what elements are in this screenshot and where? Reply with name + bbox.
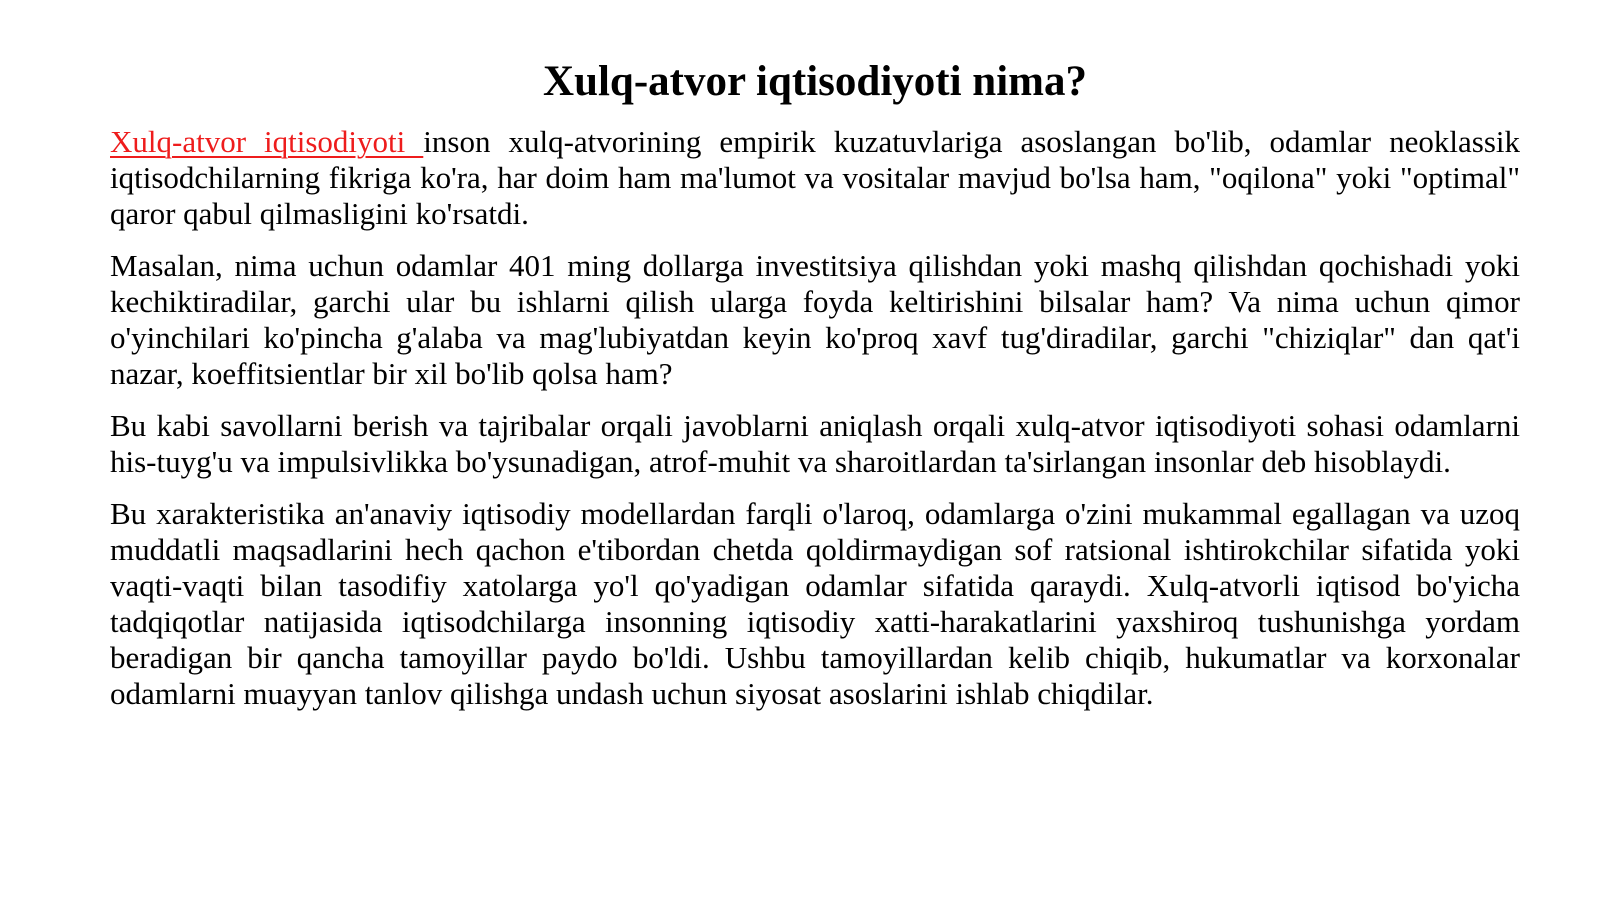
paragraph-1 [110,124,1520,232]
paragraph-2: Masalan, nima uchun odamlar 401 ming dollarga investitsiya qilishdan yoki mashq qilishdan qochishadi yoki kechiktiradilar, garchi ular bu ishlarni qilish ularga foyda keltirishini bilsalar ham? Va nima uchun qimor o'yinchilari ko'pincha g'alaba va mag'lubiyatdan keyin ko'proq xavf tug'diradilar, garchi "chiziqlar" dan qat'i nazar, koeffitsientlar bir xil bo'lib qolsa ham? [110,248,1520,391]
slide-title: Xulq-atvor iqtisodiyoti nima? [543,58,1087,105]
paragraph-3: Bu kabi savollarni berish va tajribalar orqali javoblarni aniqlash orqali xulq-atvor iqtisodiyoti sohasi odamlarni his-tuyg'u va impulsivlikka bo'ysunadigan, atrof-muhit va sharoitlardan ta'sirlangan insonlar deb hisoblaydi. [110,408,1520,479]
paragraph-4: Bu xarakteristika an'anaviy iqtisodiy modellardan farqli o'laroq, odamlarga o'zini mukammal egallagan va uzoq muddatli maqsadlarini hech qachon e'tibordan chetda qoldirmaydigan sof ratsional ishtirokchilar sifatida yoki vaqti-vaqti bilan tasodifiy xatolarga yo'l qo'yadigan odamlar sifatida qaraydi. Xulq-atvorli iqtisod bo'yicha tadqiqotlar natijasida iqtisodchilarga insonning iqtisodiy xatti-harakatlarini yaxshiroq tushunishga yordam beradigan bir qancha tamoyillar paydo bo'ldi. Ushbu tamoyillardan kelib chiqib, hukumatlar va korxonalar odamlarni muayyan tanlov qilishga undash uchun siyosat asoslarini ishlab chiqdilar. [110,496,1520,711]
paragraph-1-text: inson xulq-atvorining empirik kuzatuvlariga asoslangan bo'lib, odamlar neoklassik iqtisodchilarning fikriga ko'ra, har doim ham ma'lumot va vositalar mavjud bo'lsa ham, "oqilona" yoki "optimal" qaror qabul qilmasligini ko'rsatdi. [110,124,1520,231]
slide-body [110,124,1520,728]
term-link[interactable]: Xulq-atvor iqtisodiyoti [110,124,424,159]
